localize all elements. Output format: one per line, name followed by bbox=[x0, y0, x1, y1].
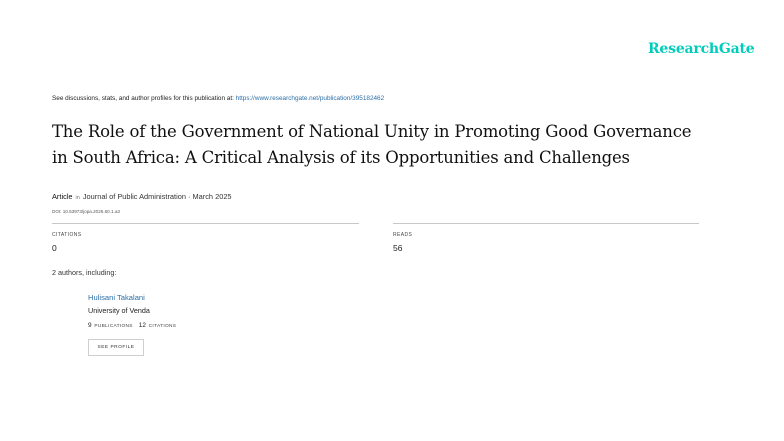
publication-url-link[interactable]: https://www.researchgate.net/publication/395182462 bbox=[235, 95, 385, 102]
citations-label: CITATIONS bbox=[52, 232, 82, 238]
citations-divider bbox=[52, 223, 359, 224]
author-citations-count: 12 bbox=[138, 322, 146, 329]
article-meta bbox=[52, 192, 232, 201]
article-title-line-2: in South Africa: A Critical Analysis of its Opportunities and Challenges bbox=[52, 148, 630, 167]
article-type: Article bbox=[52, 192, 73, 201]
article-title-line-1: The Role of the Government of National Unity in Promoting Good Governance bbox=[52, 122, 692, 141]
author-counts bbox=[88, 322, 176, 329]
author-name-link[interactable]: Hulisani Takalani bbox=[88, 293, 145, 302]
authors-heading: 2 authors, including: bbox=[52, 268, 117, 277]
researchgate-logo: ResearchGate bbox=[648, 41, 755, 57]
author-citations-label: CITATIONS bbox=[148, 324, 177, 329]
doi: DOI: 10.53973/jopa.2025.60.1.a3 bbox=[52, 209, 120, 214]
author-affiliation: University of Venda bbox=[88, 306, 150, 315]
citations-count: 0 bbox=[52, 243, 57, 253]
publications-count: 9 bbox=[88, 322, 92, 329]
reads-label: READS bbox=[393, 232, 413, 238]
reads-count: 56 bbox=[393, 243, 403, 253]
article-title bbox=[52, 119, 752, 171]
in-label: in bbox=[75, 195, 80, 201]
see-discussions-text: See discussions, stats, and author profiles for this publication at: bbox=[52, 95, 236, 102]
journal-and-date: Journal of Public Administration · March 2025 bbox=[82, 192, 232, 201]
publications-label: PUBLICATIONS bbox=[94, 324, 133, 329]
publication-link-line bbox=[52, 95, 384, 102]
reads-divider bbox=[393, 223, 699, 224]
see-profile-button[interactable]: SEE PROFILE bbox=[88, 339, 144, 356]
